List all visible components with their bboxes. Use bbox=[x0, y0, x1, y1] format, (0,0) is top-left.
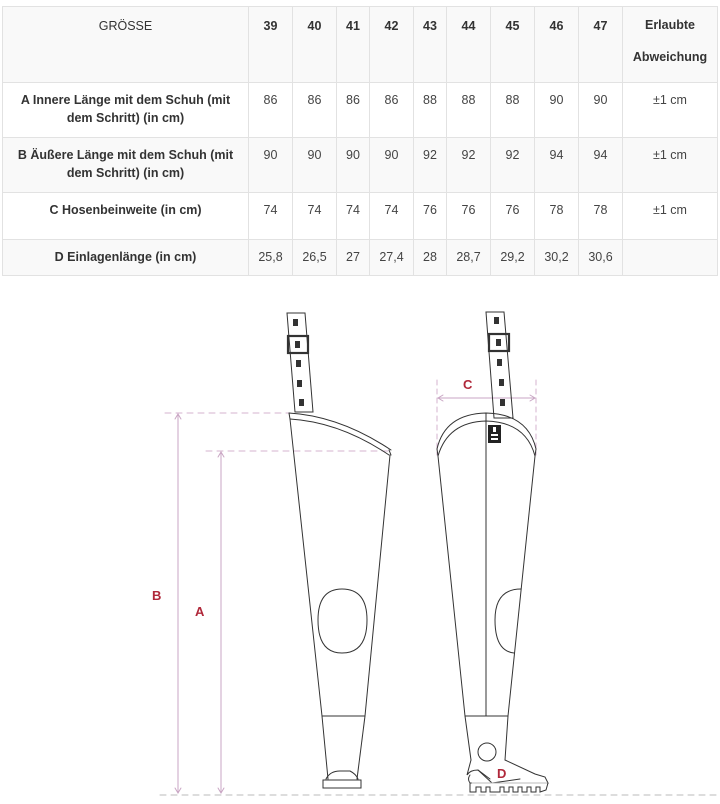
cell: 74 bbox=[370, 193, 414, 240]
cell: 90 bbox=[370, 138, 414, 193]
size-tag-icon bbox=[488, 425, 501, 443]
cell: 88 bbox=[491, 83, 535, 138]
tolerance-cell: ±1 cm bbox=[623, 193, 718, 240]
cell: 76 bbox=[414, 193, 447, 240]
header-tolerance: Erlaubte Abweichung bbox=[623, 7, 718, 83]
cell: 27,4 bbox=[370, 240, 414, 276]
wader-side-view bbox=[287, 313, 391, 788]
table-row bbox=[3, 193, 718, 240]
cell: 90 bbox=[579, 83, 623, 138]
cell: 29,2 bbox=[491, 240, 535, 276]
header-size-46: 46 bbox=[535, 7, 579, 83]
cell: 30,2 bbox=[535, 240, 579, 276]
table-row bbox=[3, 240, 718, 276]
cell: 78 bbox=[535, 193, 579, 240]
row-label: D Einlagenlänge (in cm) bbox=[3, 240, 249, 276]
cell: 28 bbox=[414, 240, 447, 276]
cell: 90 bbox=[535, 83, 579, 138]
header-size-39: 39 bbox=[249, 7, 293, 83]
cell: 90 bbox=[337, 138, 370, 193]
tolerance-cell: ±1 cm bbox=[623, 138, 718, 193]
header-size-41: 41 bbox=[337, 7, 370, 83]
cell: 88 bbox=[414, 83, 447, 138]
dimension-label-a: A bbox=[195, 604, 205, 619]
cell: 94 bbox=[535, 138, 579, 193]
cell: 30,6 bbox=[579, 240, 623, 276]
header-size-47: 47 bbox=[579, 7, 623, 83]
header-size-44: 44 bbox=[447, 7, 491, 83]
row-label: A Innere Länge mit dem Schuh (mit dem Schritt) (in cm) bbox=[3, 83, 249, 138]
cell: 88 bbox=[447, 83, 491, 138]
cell: 74 bbox=[249, 193, 293, 240]
strap-buckle-icon bbox=[293, 317, 505, 406]
cell: 92 bbox=[447, 138, 491, 193]
cell: 28,7 bbox=[447, 240, 491, 276]
tolerance-cell bbox=[623, 240, 718, 276]
cell: 27 bbox=[337, 240, 370, 276]
dimension-label-c: C bbox=[463, 377, 473, 392]
header-size-label: GRÖSSE bbox=[3, 7, 249, 83]
cell: 92 bbox=[491, 138, 535, 193]
cell: 94 bbox=[579, 138, 623, 193]
cell: 86 bbox=[293, 83, 337, 138]
cell: 92 bbox=[414, 138, 447, 193]
cell: 76 bbox=[447, 193, 491, 240]
cell: 90 bbox=[249, 138, 293, 193]
cell: 74 bbox=[337, 193, 370, 240]
tolerance-cell: ±1 cm bbox=[623, 83, 718, 138]
size-chart-table bbox=[2, 6, 718, 276]
header-size-45: 45 bbox=[491, 7, 535, 83]
cell: 90 bbox=[293, 138, 337, 193]
header-size-42: 42 bbox=[370, 7, 414, 83]
cell: 78 bbox=[579, 193, 623, 240]
diagram-svg bbox=[0, 290, 720, 799]
cell: 86 bbox=[370, 83, 414, 138]
cell: 26,5 bbox=[293, 240, 337, 276]
header-size-40: 40 bbox=[293, 7, 337, 83]
row-label: C Hosenbeinweite (in cm) bbox=[3, 193, 249, 240]
wader-measurement-diagram bbox=[0, 290, 720, 799]
table-row bbox=[3, 138, 718, 193]
cell: 74 bbox=[293, 193, 337, 240]
table-header-row bbox=[3, 7, 718, 83]
cell: 86 bbox=[337, 83, 370, 138]
wader-front-view bbox=[437, 312, 548, 792]
dimension-label-d: D bbox=[497, 766, 507, 781]
cell: 86 bbox=[249, 83, 293, 138]
cell: 76 bbox=[491, 193, 535, 240]
header-size-43: 43 bbox=[414, 7, 447, 83]
row-label: B Äußere Länge mit dem Schuh (mit dem Schritt) (in cm) bbox=[3, 138, 249, 193]
cell: 25,8 bbox=[249, 240, 293, 276]
table-row bbox=[3, 83, 718, 138]
dimension-label-b: B bbox=[152, 588, 162, 603]
